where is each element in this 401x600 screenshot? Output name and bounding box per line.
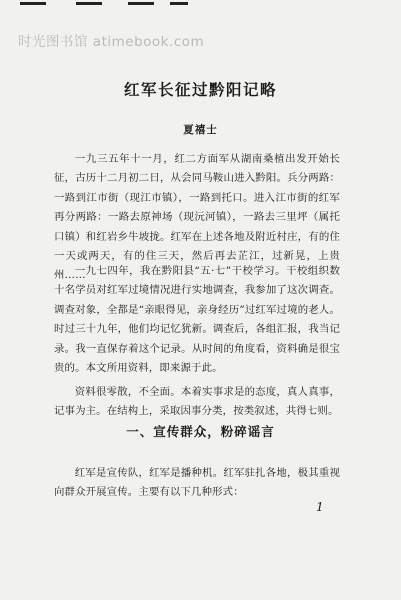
top-rule-segment: [170, 2, 188, 5]
top-border-rules: [0, 0, 401, 8]
page-number: 1: [316, 500, 324, 514]
section-heading: 一、宣传群众，粉碎谣言: [126, 424, 275, 439]
author-name: 夏禧士: [183, 124, 218, 136]
watermark: 时光图书馆 atimebook.com: [18, 34, 205, 50]
paragraph: 一九七四年，我在黔阳县“五·七”干校学习。干校组织数十名学员对红军过境情况进行实地调查，我参加了这次调查。调查对象，全都是“亲眼得见，亲身经历”过红军过境的老人。时过三十九年，他们均记忆犹新。调查后，各组汇报，我当记录。我一直保存着这个记录。从时间的角度看，资料确是很宝贵的。本文所用资料，即来源于此。: [54, 265, 340, 375]
top-rule-segment: [20, 2, 46, 5]
top-rule-segment: [128, 2, 154, 5]
paragraph: 资料很零散，不全面。本着实事求是的态度，真人真事，记事为主。在结构上，采取因事分类，按类叙述，共得七则。: [54, 386, 340, 418]
paragraph: 红军是宣传队，红军是播种机。红军驻扎各地，极其重视向群众开展宣传。主要有以下几种形式：: [54, 467, 340, 499]
top-rule-segment: [76, 2, 102, 5]
paragraph: 一九三五年十一月，红二方面军从湖南桑植出发开始长征，古历十二月初二日，从会同马鞍山进入黔阳。兵分两路：一路到江市街（现江市镇），一路到托口。进入江市街的红军再分两路：一路去原神场（现沅河镇），一路去三里坪（属托口镇）和红岩乡牛坡拢。红军在上述各地及附近村庄，有的住一天或两天，有的住三天，然后再去芷江，过新晃，上贵州……: [54, 153, 340, 282]
article-title: 红军长征过黔阳记略: [123, 80, 277, 99]
